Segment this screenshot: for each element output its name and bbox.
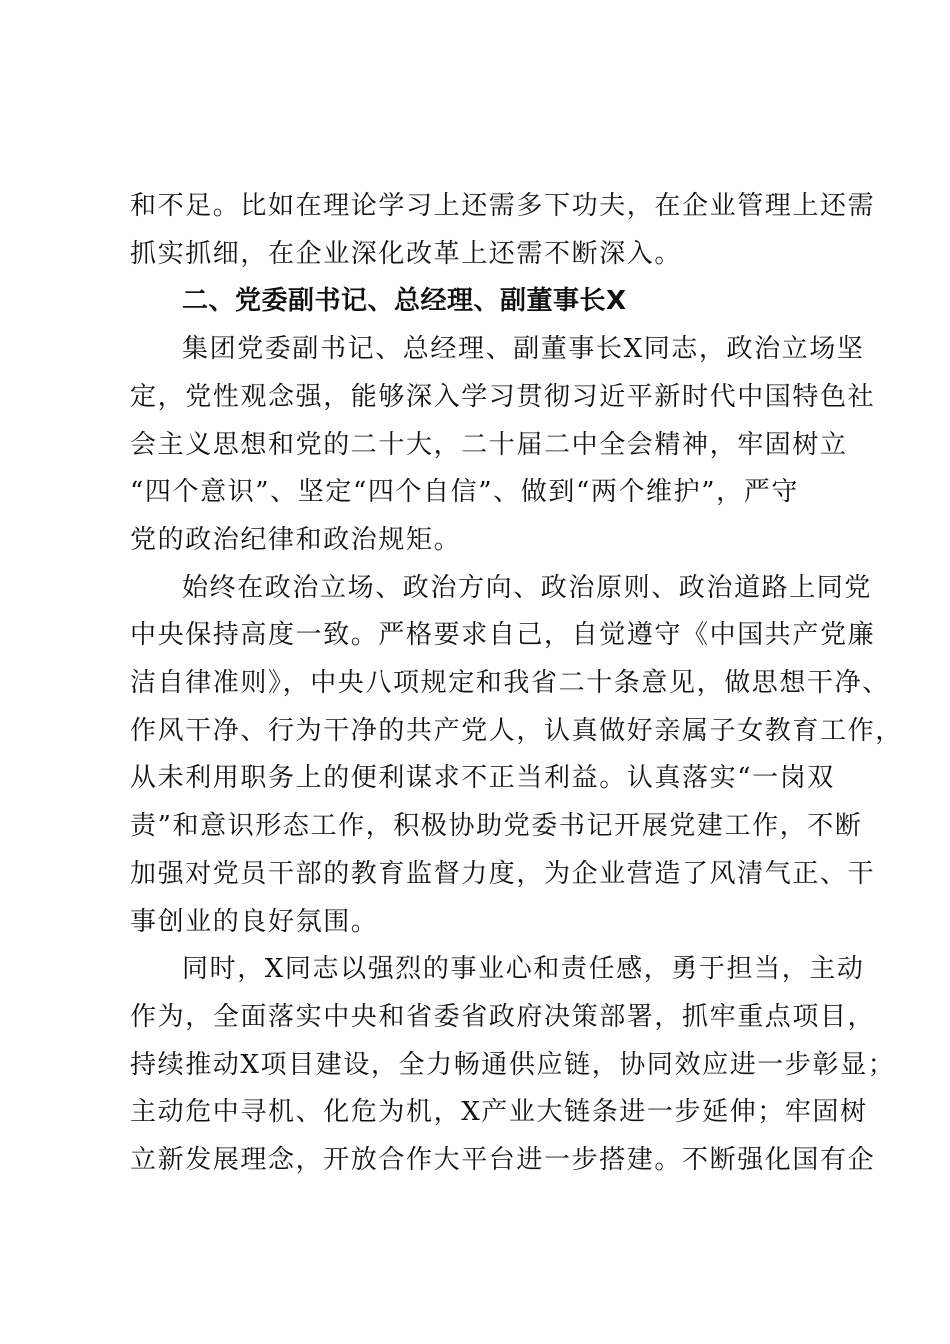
text-line: 责”和意识形态工作，积极协助党委书记开展党建工作，不断 <box>130 811 863 842</box>
document-body <box>130 183 903 1185</box>
text-line: 事创业的良好氛围。 <box>130 906 379 937</box>
paragraph-achievements <box>130 946 896 1185</box>
text-line: 集团党委副书记、总经理、副董事长X同志，政治立场坚 <box>182 334 865 365</box>
text-line: 立新发展理念，开放合作大平台进一步搭建。不断强化国有企 <box>130 1145 876 1176</box>
text-line: 始终在政治立场、政治方向、政治原则、政治道路上同党 <box>182 572 873 603</box>
text-line: 中央保持高度一致。严格要求自己，自觉遵守《中国共产党廉 <box>130 620 876 651</box>
text-line: 加强对党员干部的教育监督力度，为企业营造了风清气正、干 <box>130 858 876 889</box>
text-line: 作风干净、行为干净的共产党人，认真做好亲属子女教育工作， <box>130 715 903 746</box>
paragraph-political-stance <box>130 326 876 565</box>
text-line: 会主义思想和党的二十大，二十届二中全会精神，牢固树立 <box>130 429 848 460</box>
text-line: 主动危中寻机、化危为机，X产业大链条进一步延伸；牢固树 <box>130 1097 868 1128</box>
text-line: 持续推动X项目建设，全力畅通供应链，协同效应进一步彰显； <box>130 1049 896 1080</box>
text-line: 同时，X同志以强烈的事业心和责任感，勇于担当，主动 <box>182 954 865 985</box>
paragraph-discipline <box>130 565 903 947</box>
text-line: 从未利用职务上的便利谋求不正当利益。认真落实“一岗双 <box>130 763 835 794</box>
text-line: 作为，全面落实中央和省委省政府决策部署，抓牢重点项目， <box>130 1001 876 1032</box>
text-line: “四个意识”、坚定“四个自信”、做到“两个维护”，严守 <box>130 477 799 508</box>
paragraph-continued <box>130 183 876 278</box>
text-line: 定，党性观念强，能够深入学习贯彻习近平新时代中国特色社 <box>130 381 876 412</box>
section-heading: 二、党委副书记、总经理、副董事长X <box>182 286 627 317</box>
text-line: 抓实抓细，在企业深化改革上还需不断深入。 <box>130 238 683 269</box>
text-line: 和不足。比如在理论学习上还需多下功夫，在企业管理上还需 <box>130 191 876 221</box>
text-line: 洁自律准则》，中央八项规定和我省二十条意见，做思想干净、 <box>130 668 890 699</box>
text-line: 党的政治纪律和政治规矩。 <box>130 524 462 555</box>
